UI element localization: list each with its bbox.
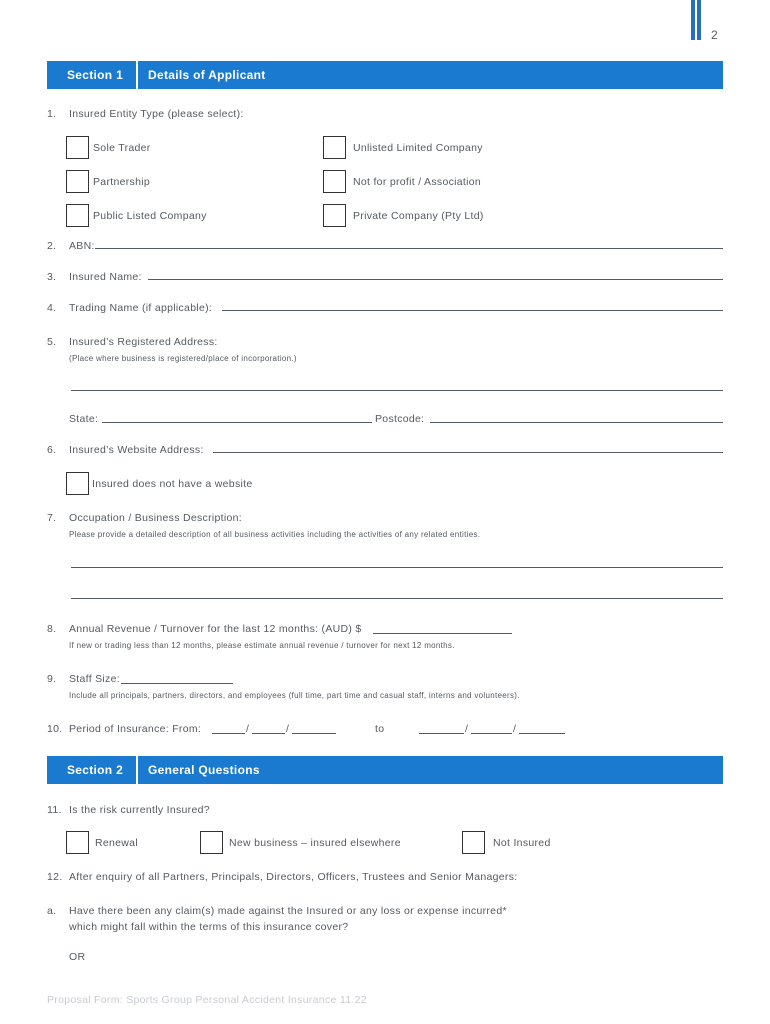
date-separator: / (246, 723, 250, 735)
or-text: OR (69, 951, 86, 963)
question-text: Annual Revenue / Turnover for the last 12 months: (AUD) $ (69, 623, 362, 635)
section-1-header (47, 61, 723, 89)
question-number: 9. (47, 673, 57, 685)
checkbox-partnership[interactable] (66, 170, 89, 193)
question-text: Occupation / Business Description: (69, 512, 243, 524)
date-separator: / (465, 723, 469, 735)
date-separator: / (513, 723, 517, 735)
page-marker (691, 0, 695, 40)
checkbox-no-website[interactable] (66, 472, 89, 495)
question-number: 2. (47, 240, 57, 252)
checkbox-not-for-profit[interactable] (323, 170, 346, 193)
trading-name-field[interactable] (222, 310, 723, 311)
section-number: Section 2 (47, 756, 138, 784)
checkbox-label: New business – insured elsewhere (229, 837, 401, 849)
section-title: Details of Applicant (148, 68, 266, 82)
question-note: Please provide a detailed description of all business activities including the activities of any related entities. (69, 530, 481, 539)
question-text: Insured’s Website Address: (69, 444, 204, 456)
state-field[interactable] (102, 422, 372, 423)
footer-text: Proposal Form: Sports Group Personal Accident Insurance 11.22 (47, 994, 367, 1006)
state-label: State: (69, 413, 99, 425)
postcode-field[interactable] (430, 422, 723, 423)
question-number: 12. (47, 871, 63, 883)
page-marker (697, 0, 701, 40)
checkbox-label: Not for profit / Association (353, 176, 482, 188)
question-number: 7. (47, 512, 57, 524)
question-note: (Place where business is registered/place of incorporation.) (69, 354, 297, 363)
question-text: Have there been any claim(s) made against the Insured or any loss or expense incurred* (69, 905, 507, 917)
question-number: 10. (47, 723, 63, 735)
checkbox-label: Not Insured (493, 837, 551, 849)
checkbox-label: Sole Trader (93, 142, 151, 154)
checkbox-label: Partnership (93, 176, 150, 188)
to-label: to (375, 723, 385, 735)
from-month-field[interactable] (252, 733, 285, 734)
revenue-field[interactable] (373, 633, 512, 634)
address-field[interactable] (71, 390, 723, 391)
occupation-field-line-1[interactable] (71, 567, 723, 568)
question-number: 5. (47, 336, 57, 348)
occupation-field-line-2[interactable] (71, 598, 723, 599)
question-text: ABN: (69, 240, 95, 252)
question-text: Is the risk currently Insured? (69, 804, 210, 816)
question-note: If new or trading less than 12 months, please estimate annual revenue / turnover for next 12 months. (69, 641, 455, 650)
checkbox-label: Insured does not have a website (92, 478, 253, 490)
question-number: a. (47, 905, 57, 917)
question-text: Insured Entity Type (please select): (69, 108, 244, 120)
question-text: Trading Name (if applicable): (69, 302, 213, 314)
from-year-field[interactable] (292, 733, 336, 734)
checkbox-new-business[interactable] (200, 831, 223, 854)
checkbox-sole-trader[interactable] (66, 136, 89, 159)
question-number: 3. (47, 271, 57, 283)
checkbox-renewal[interactable] (66, 831, 89, 854)
question-text: Staff Size: (69, 673, 120, 685)
abn-field[interactable] (95, 248, 723, 249)
from-day-field[interactable] (212, 733, 245, 734)
checkbox-label: Public Listed Company (93, 210, 207, 222)
checkbox-not-insured[interactable] (462, 831, 485, 854)
section-number: Section 1 (47, 61, 138, 89)
section-title: General Questions (148, 763, 260, 777)
question-text: which might fall within the terms of this insurance cover? (69, 921, 349, 933)
question-text: Insured’s Registered Address: (69, 336, 218, 348)
checkbox-label: Renewal (95, 837, 138, 849)
question-note: Include all principals, partners, directors, and employees (full time, part time and casual staff, interns and volunteers). (69, 691, 520, 700)
question-number: 6. (47, 444, 57, 456)
to-day-field[interactable] (419, 733, 464, 734)
to-month-field[interactable] (471, 733, 512, 734)
question-text: Period of Insurance: From: (69, 723, 202, 735)
page-number: 2 (711, 28, 718, 42)
staff-size-field[interactable] (121, 683, 233, 684)
insured-name-field[interactable] (148, 279, 723, 280)
question-number: 11. (47, 804, 62, 816)
postcode-label: Postcode: (375, 413, 425, 425)
to-year-field[interactable] (519, 733, 565, 734)
checkbox-label: Unlisted Limited Company (353, 142, 483, 154)
question-number: 8. (47, 623, 57, 635)
question-number: 4. (47, 302, 57, 314)
date-separator: / (286, 723, 290, 735)
checkbox-private-company[interactable] (323, 204, 346, 227)
checkbox-unlisted-limited-company[interactable] (323, 136, 346, 159)
question-text: Insured Name: (69, 271, 142, 283)
checkbox-label: Private Company (Pty Ltd) (353, 210, 484, 222)
question-text: After enquiry of all Partners, Principals, Directors, Officers, Trustees and Senior Managers: (69, 871, 518, 883)
checkbox-public-listed-company[interactable] (66, 204, 89, 227)
question-number: 1. (47, 108, 57, 120)
website-field[interactable] (213, 452, 723, 453)
section-2-header (47, 756, 723, 784)
